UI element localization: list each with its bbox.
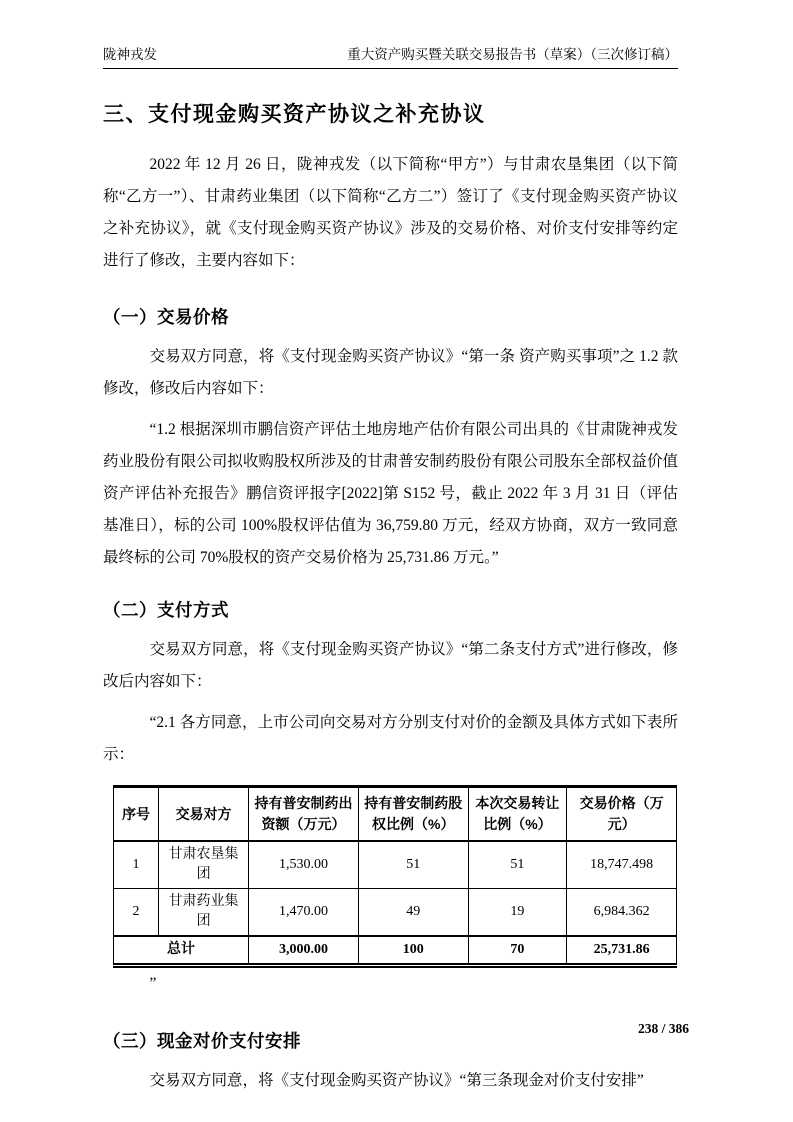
document-body (103, 88, 678, 1097)
cell-transfer-ratio: 19 (468, 889, 567, 937)
table-row (114, 841, 677, 889)
page-number: 238 / 386 (637, 1021, 689, 1036)
cell-total-equity-ratio: 100 (358, 936, 468, 966)
section-2-paragraph: 交易双方同意，将《支付现金购买资产协议》“第二条支付方式”进行修改，修改后内容如下： (103, 641, 678, 690)
section-2-heading: （二）支付方式 (103, 600, 229, 620)
cell-equity-ratio: 51 (358, 841, 468, 889)
section-2-quote-paragraph: “2.1 各方同意，上市公司向交易对方分别支付对价的金额及具体方式如下表所示： (103, 714, 678, 763)
section-1-quote-paragraph: “1.2 根据深圳市鹏信资产评估土地房地产估价有限公司出具的《甘肃陇神戎发药业股份有限公司拟收购股权所涉及的甘肃普安制药股份有限公司股东全部权益价值资产评估补充报告》鹏信资评报字[2022]第 S152 号，截止 2022 年 3 月 31 日（评估基准日），标的公司 100%股权评估值为 36,759.80 万元，经双方协商，双方一致同意最终标的公司 70%股权的资产交易价格为 25,731.86 万元。” (103, 421, 678, 566)
col-header-seq: 序号 (114, 787, 159, 842)
page-header (103, 46, 678, 69)
cell-capital: 1,470.00 (249, 889, 359, 937)
col-header-transfer-ratio: 本次交易转让比例（%） (468, 787, 567, 842)
cell-price: 18,747.498 (567, 841, 677, 889)
section-1-heading: （一）交易价格 (103, 307, 229, 327)
section-3-heading: （三）现金对价支付安排 (103, 1031, 301, 1051)
cell-capital: 1,530.00 (249, 841, 359, 889)
header-right-title: 重大资产购买暨关联交易报告书（草案）（三次修订稿） (347, 47, 678, 62)
cell-total-price: 25,731.86 (567, 936, 677, 966)
header-left-title: 陇神戎发 (103, 47, 157, 62)
cell-transfer-ratio: 51 (468, 841, 567, 889)
col-header-capital: 持有普安制药出资额（万元） (249, 787, 359, 842)
table-row (114, 889, 677, 937)
chapter-title: 三、支付现金购买资产协议之补充协议 (103, 103, 486, 126)
section-3-paragraph: 交易双方同意，将《支付现金购买资产协议》“第三条现金对价支付安排” (149, 1072, 644, 1089)
cell-price: 6,984.362 (567, 889, 677, 937)
cell-total-transfer-ratio: 70 (468, 936, 567, 966)
table-header-row (114, 787, 677, 842)
cell-counterparty: 甘肃药业集团 (159, 889, 249, 937)
section-1-paragraph: 交易双方同意，将《支付现金购买资产协议》“第一条 资产购买事项”之 1.2 款修改，修改后内容如下： (103, 348, 678, 397)
col-header-price: 交易价格（万元） (567, 787, 677, 842)
cell-seq: 2 (114, 889, 159, 937)
cell-equity-ratio: 49 (358, 889, 468, 937)
table-total-row (114, 936, 677, 966)
cell-total-label: 总计 (114, 936, 249, 966)
table-closing-quote: ” (149, 975, 157, 992)
intro-paragraph: 2022 年 12 月 26 日，陇神戎发（以下简称“甲方”）与甘肃农垦集团（以下简称“乙方一”）、甘肃药业集团（以下简称“乙方二”）签订了《支付现金购买资产协议之补充协议》，就《支付现金购买资产协议》涉及的交易价格、对价支付安排等约定进行了修改，主要内容如下： (103, 156, 678, 269)
col-header-counterparty: 交易对方 (159, 787, 249, 842)
col-header-equity-ratio: 持有普安制药股权比例（%） (358, 787, 468, 842)
cell-total-capital: 3,000.00 (249, 936, 359, 966)
cell-seq: 1 (114, 841, 159, 889)
cell-counterparty: 甘肃农垦集团 (159, 841, 249, 889)
consideration-table (113, 785, 677, 968)
